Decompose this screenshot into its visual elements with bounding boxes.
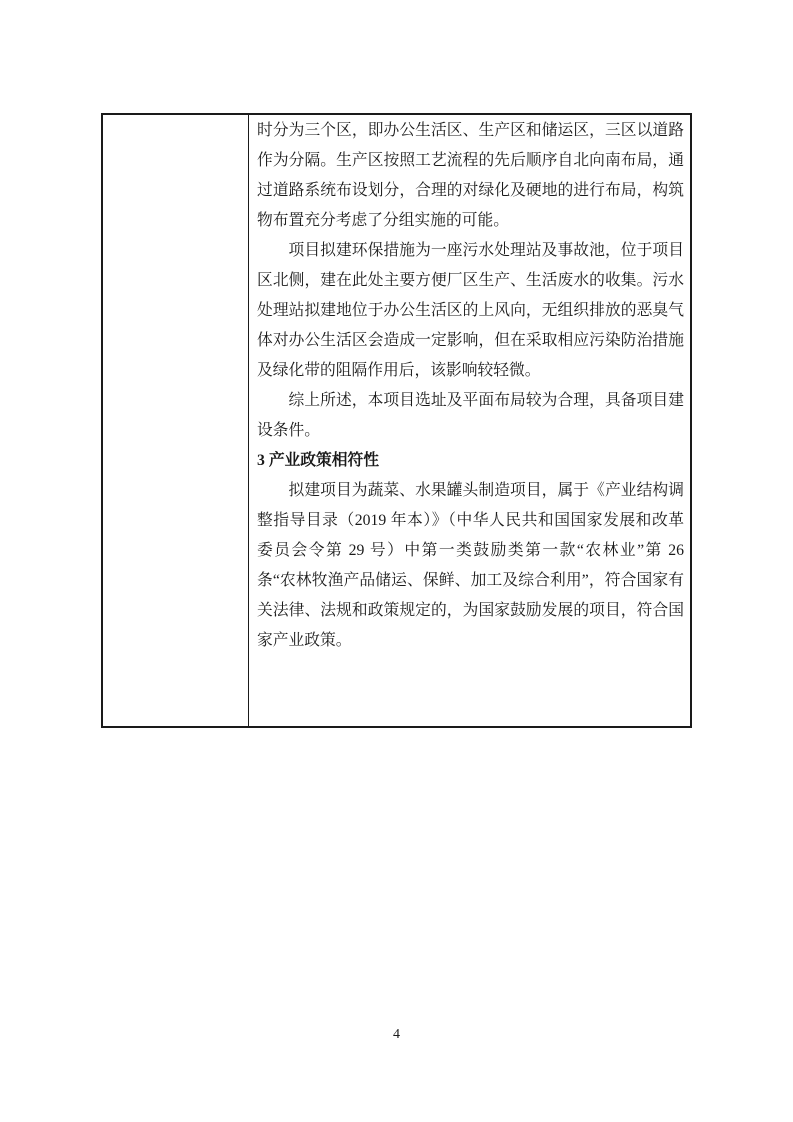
paragraph-industrial-policy-compliance: 拟建项目为蔬菜、水果罐头制造项目，属于《产业结构调整指导目录（2019 年本）》（中华人民共和国国家发展和改革委员会令第 29 号）中第一类鼓励类第一款“农林业”第 26 条“农林牧渔产品储运、保鲜、加工及综合利用”，符合国家有关法律、法规和政策规定的，为国家鼓励发展的项目，符合国家产业政策。 [257, 482, 684, 649]
paragraph-environmental-measures: 项目拟建环保措施为一座污水处理站及事故池，位于项目区北侧，建在此处主要方便厂区生产、生活废水的收集。污水处理站拟建地位于办公生活区的上风向，无组织排放的恶臭气体对办公生活区会造成一定影响，但在采取相应污染防治措施及绿化带的阻隔作用后，该影响较轻微。 [257, 242, 684, 379]
paragraph-siting-conclusion: 综上所述，本项目选址及平面布局较为合理，具备项目建设条件。 [257, 392, 684, 439]
section-heading-industrial-policy: 3 产业政策相符性 [257, 452, 380, 469]
page-number: 4 [393, 1027, 400, 1042]
table-right-cell [249, 115, 690, 726]
review-table [101, 113, 692, 728]
paragraph-site-layout-continuation: 时分为三个区，即办公生活区、生产区和储运区，三区以道路作为分隔。生产区按照工艺流程的先后顺序自北向南布局，通过道路系统布设划分，合理的对绿化及硬地的进行布局，构筑物布置充分考虑了分组实施的可能。 [257, 122, 684, 229]
table-left-cell [103, 115, 249, 726]
